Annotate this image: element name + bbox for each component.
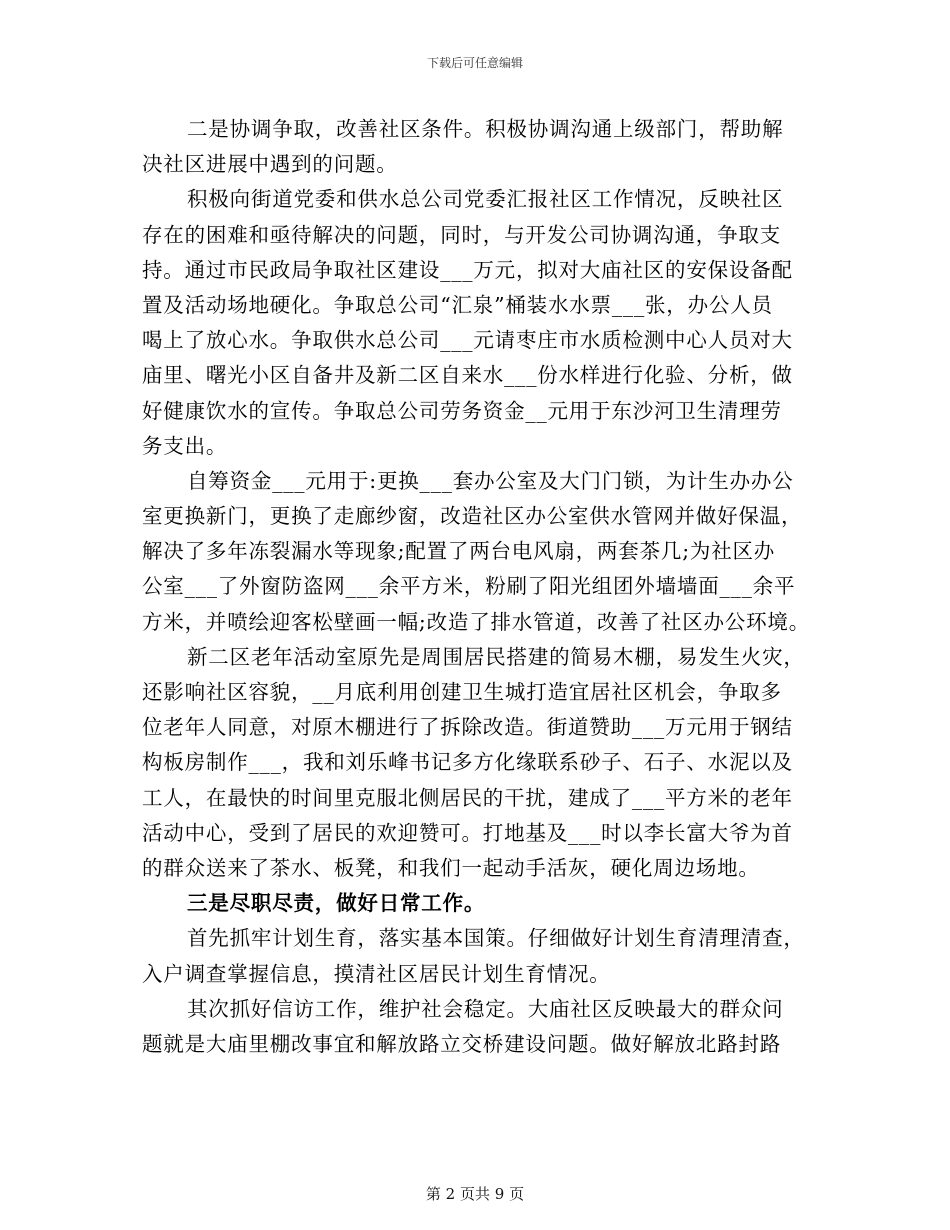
- paragraph-line: 决社区进展中遇到的问题。: [142, 152, 398, 177]
- paragraph-line: 位老年人同意，对原木棚进行了拆除改造。街道赞助___万元用于钢结: [142, 715, 793, 740]
- paragraph-line: 解决了多年冻裂漏水等现象;配置了两台电风扇，两套茶几;为社区办: [142, 539, 776, 564]
- paragraph-line: 自筹资金___元用于:更换___套办公室及大门门锁，为计生办办公: [187, 468, 794, 493]
- paragraph-line: 二是协调争取，改善社区条件。积极协调沟通上级部门，帮助解: [187, 117, 784, 141]
- paragraph-line: 庙里、曙光小区自备井及新二区自来水___份水样进行化验、分析，做: [142, 363, 793, 388]
- section-heading: 三是尽职尽责，做好日常工作。: [187, 891, 486, 916]
- paragraph-line: 喝上了放心水。争取供水总公司___元请枣庄市水质检测中心人员对大: [142, 328, 793, 353]
- paragraph-line: 置及活动场地硬化。争取总公司“汇泉”桶装水水票___张，办公人员: [142, 292, 773, 317]
- paragraph-line: 新二区老年活动室原先是周围居民搭建的简易木棚，易发生火灾，: [187, 644, 805, 669]
- paragraph-line: 持。通过市民政局争取社区建设___万元，拟对大庙社区的安保设备配: [142, 257, 793, 282]
- paragraph-line: 活动中心，受到了居民的欢迎赞可。打地基及___时以李长富大爷为首: [142, 820, 793, 845]
- paragraph-line: 入户调查掌握信息，摸清社区居民计划生育情况。: [142, 961, 611, 986]
- paragraph-line: 公室___了外窗防盗网___余平方米，粉刷了阳光组团外墙墙面___余平: [142, 574, 796, 599]
- paragraph-line: 的群众送来了茶水、板凳，和我们一起动手活灰，硬化周边场地。: [142, 855, 760, 880]
- paragraph-line: 好健康饮水的宣传。争取总公司劳务资金__元用于东沙河卫生清理劳: [142, 398, 782, 423]
- paragraph-line: 存在的困难和亟待解决的问题，同时，与开发公司协调沟通，争取支: [142, 222, 781, 247]
- page-header: 下载后可任意编辑: [426, 56, 523, 70]
- paragraph-line: 方米，并喷绘迎客松壁画一幅;改造了排水管道，改善了社区办公环境。: [142, 609, 811, 634]
- paragraph-line: 题就是大庙里棚改事宜和解放路立交桥建设问题。做好解放北路封路: [142, 1031, 781, 1056]
- paragraph-line: 积极向街道党委和供水总公司党委汇报社区工作情况，反映社区: [187, 187, 784, 212]
- paragraph-line: 务支出。: [142, 433, 228, 458]
- paragraph-line: 工人，在最快的时间里克服北侧居民的干扰，建成了___平方米的老年: [142, 785, 793, 810]
- paragraph-line: 构板房制作___，我和刘乐峰书记多方化缘联系砂子、石子、水泥以及: [142, 750, 793, 775]
- document-body: [142, 112, 822, 1062]
- paragraph-line: 室更换新门，更换了走廊纱窗，改造社区办公室供水管网并做好保温，: [142, 504, 803, 529]
- page-footer: 第 2 页共 9 页: [425, 1185, 525, 1203]
- paragraph-line: 其次抓好信访工作，维护社会稳定。大庙社区反映最大的群众问: [187, 996, 784, 1021]
- paragraph-line: 首先抓牢计划生育，落实基本国策。仔细做好计划生育清理清查，: [187, 926, 805, 951]
- paragraph-line: 还影响社区容貌，__月底利用创建卫生城打造宜居社区机会，争取多: [142, 680, 782, 704]
